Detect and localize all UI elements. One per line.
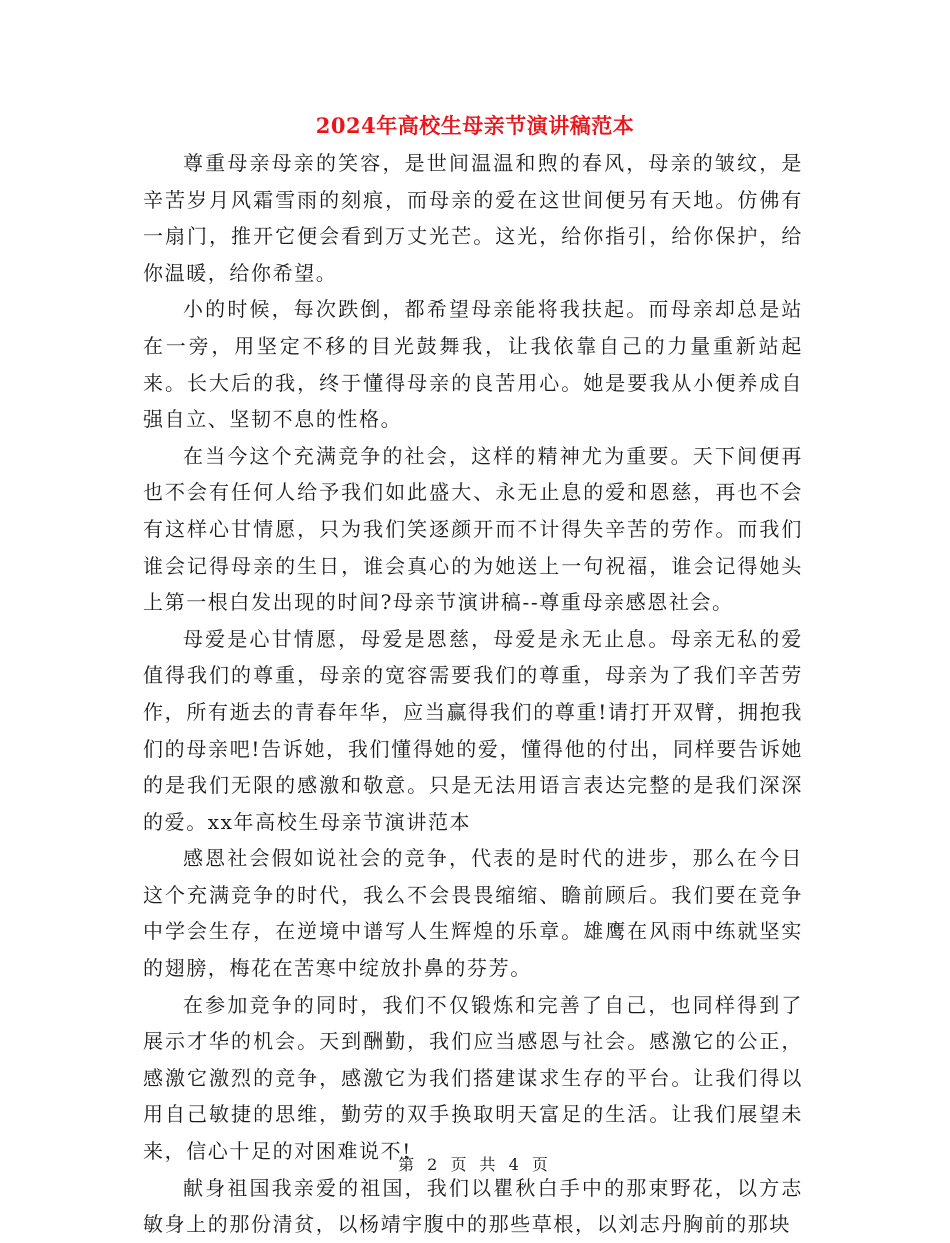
page-number-footer: 第 2 页 共 4 页 [398, 1155, 552, 1174]
document-title: 2024年高校生母亲节演讲稿范本 [315, 113, 635, 138]
paragraph: 小的时候，每次跌倒，都希望母亲能将我扶起。而母亲却总是站在一旁，用坚定不移的目光鼓舞我，让我依靠自己的力量重新站起来。长大后的我，终于懂得母亲的良苦用心。她是要我从小便养成自强自立、坚韧不息的性格。 [143, 297, 803, 432]
paragraph: 献身祖国我亲爱的祖国，我们以瞿秋白手中的那束野花，以方志敏身上的那份清贫，以杨靖宇腹中的那些草根，以刘志丹胸前的那块 [143, 1175, 803, 1237]
paragraph: 感恩社会假如说社会的竞争，代表的是时代的进步，那么在今日这个充满竞争的时代，我么不会畏畏缩缩、瞻前顾后。我们要在竞争中学会生存，在逆境中谱写人生辉煌的乐章。雄鹰在风雨中练就坚实的翅膀，梅花在苦寒中绽放扑鼻的芬芳。 [143, 846, 803, 981]
paragraph: 母爱是心甘情愿，母爱是恩慈，母爱是永无止息。母亲无私的爱值得我们的尊重，母亲的宽容需要我们的尊重，母亲为了我们辛苦劳作，所有逝去的青春年华，应当赢得我们的尊重!请打开双臂，拥抱我们的母亲吧!告诉她，我们懂得她的爱，懂得他的付出，同样要告诉她的是我们无限的感激和敬意。只是无法用语言表达完整的是我们深深的爱。xx年高校生母亲节演讲范本 [143, 626, 803, 834]
paragraph: 在当今这个充满竞争的社会，这样的精神尤为重要。天下间便再也不会有任何人给予我们如此盛大、永无止息的爱和恩慈，再也不会有这样心甘情愿，只为我们笑逐颜开而不计得失辛苦的劳作。而我们谁会记得母亲的生日，谁会真心的为她送上一句祝福，谁会记得她头上第一根白发出现的时间?母亲节演讲稿--尊重母亲感恩社会。 [143, 443, 803, 615]
document-body [143, 145, 803, 1243]
paragraph: 尊重母亲母亲的笑容，是世间温温和煦的春风，母亲的皱纹，是辛苦岁月风霜雪雨的刻痕，而母亲的爱在这世间便另有天地。仿佛有一扇门，推开它便会看到万丈光芒。这光，给你指引，给你保护，给你温暖，给你希望。 [143, 151, 803, 285]
paragraph: 在参加竞争的同时，我们不仅锻炼和完善了自己，也同样得到了展示才华的机会。天到酬勤，我们应当感恩与社会。感激它的公正，感激它激烈的竞争，感激它为我们搭建谋求生存的平台。让我们得以用自己敏捷的思维，勤劳的双手换取明天富足的生活。让我们展望未来，信心十足的对困难说不! [143, 992, 803, 1164]
